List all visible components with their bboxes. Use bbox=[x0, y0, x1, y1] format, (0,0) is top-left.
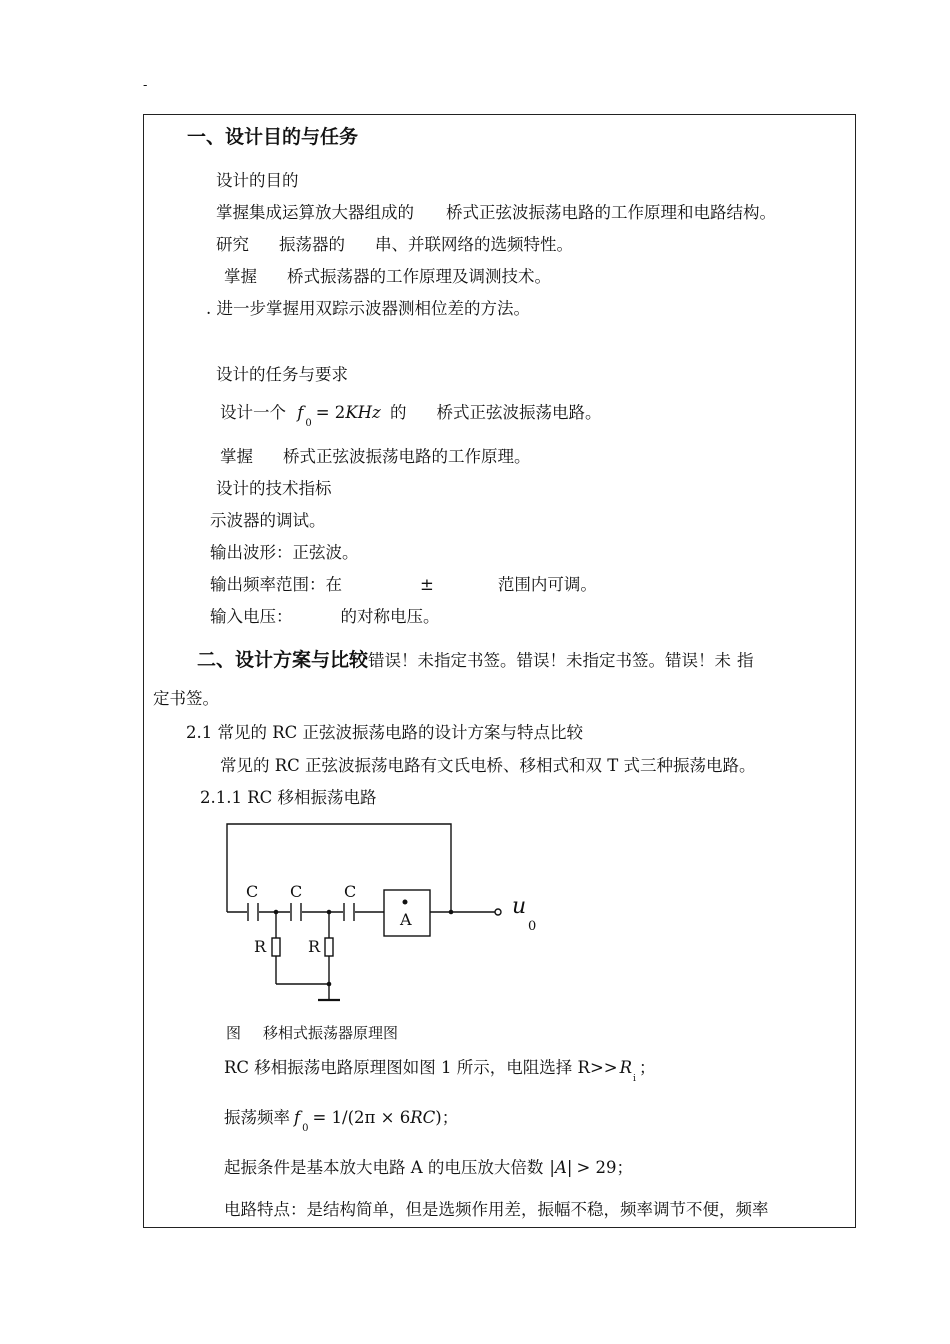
purpose-line-4: . 进一步掌握用双踪示波器测相位差的方法。 bbox=[206, 299, 530, 318]
body-line-3-a: 起振条件是基本放大电路 A 的电压放大倍数 bbox=[224, 1158, 544, 1177]
figure-caption-a: 图 bbox=[226, 1024, 242, 1042]
formula-ri: R bbox=[619, 1058, 633, 1077]
formula-gain: > 29； bbox=[576, 1158, 634, 1177]
purpose-heading: 设计的目的 bbox=[216, 171, 299, 190]
spec-line-3-b: ± bbox=[420, 575, 434, 594]
label-c2: C bbox=[290, 882, 303, 901]
amp-dot bbox=[403, 900, 408, 905]
purpose-line-3-a: 掌握 bbox=[224, 267, 257, 286]
formula-f0: f bbox=[294, 1108, 301, 1127]
subsection-2-1-desc: 常见的 RC 正弦波振荡电路有文氏电桥、移相式和双 T 式三种振荡电路。 bbox=[220, 756, 756, 775]
formula-unit: KHz bbox=[345, 403, 381, 422]
junction-2 bbox=[327, 910, 332, 915]
body-line-1-end: ； bbox=[638, 1058, 656, 1077]
label-r1: R bbox=[254, 937, 267, 956]
subsection-2-1: 2.1 常见的 RC 正弦波振荡电路的设计方案与特点比较 bbox=[186, 723, 584, 742]
figure-caption-b: 移相式振荡器原理图 bbox=[263, 1024, 399, 1042]
spec-line-3-c: 范围内可调。 bbox=[497, 575, 597, 594]
resistor-1 bbox=[272, 938, 280, 956]
figure-caption bbox=[226, 1022, 398, 1043]
header-dash: - bbox=[143, 78, 148, 93]
output-terminal bbox=[495, 909, 501, 915]
junction-1 bbox=[274, 910, 279, 915]
bookmark-error: 错误！未指定书签。错误！未指定书签。错误！未 bbox=[368, 651, 732, 670]
junction-4 bbox=[327, 982, 332, 987]
task-line-1-a: 设计一个 bbox=[220, 403, 286, 422]
task-heading: 设计的任务与要求 bbox=[216, 365, 348, 384]
section2-title: 二、设计方案与比较 bbox=[197, 649, 369, 671]
body-line-2-end: )； bbox=[435, 1108, 459, 1127]
task-line-1-c: 桥式正弦波振荡电路。 bbox=[436, 403, 602, 422]
body-line-4: 电路特点：是结构简单，但是选频作用差，振幅不稳，频率调节不便，频率 bbox=[224, 1200, 769, 1219]
spec-line-1: 示波器的调试。 bbox=[210, 511, 326, 530]
junction-3 bbox=[449, 910, 454, 915]
purpose-line-2-c: 串、并联网络的选频特性。 bbox=[375, 235, 573, 254]
task-line-2-a: 掌握 bbox=[220, 447, 253, 466]
body-line-2 bbox=[224, 1108, 459, 1134]
formula-f-sub: 0 bbox=[305, 418, 312, 429]
formula-rc: RC bbox=[410, 1108, 436, 1127]
bookmark-error-line-2: 定书签。 bbox=[153, 689, 219, 708]
label-output-sub: 0 bbox=[528, 919, 537, 934]
formula-f: f bbox=[297, 403, 304, 422]
purpose-line-1-a: 掌握集成运算放大器组成的 bbox=[216, 203, 414, 222]
formula-ri-sub: i bbox=[633, 1074, 636, 1084]
spec-line-3-a: 输出频率范围：在 bbox=[210, 575, 342, 594]
formula-eq: = 2 bbox=[315, 403, 346, 422]
spec-line-4-a: 输入电压： bbox=[210, 607, 293, 626]
subsection-2-1-1: 2.1.1 RC 移相振荡电路 bbox=[200, 788, 377, 807]
formula-abs-a: |A| bbox=[549, 1158, 573, 1177]
purpose-line-3-b: 桥式振荡器的工作原理及调测技术。 bbox=[287, 267, 551, 286]
bookmark-error-tail: 指 bbox=[737, 651, 754, 670]
label-r2: R bbox=[308, 937, 321, 956]
purpose-line-1-b: 桥式正弦波振荡电路的工作原理和电路结构。 bbox=[446, 203, 776, 222]
formula-f0-sub: 0 bbox=[302, 1123, 309, 1134]
body-line-1-a: RC 移相振荡电路原理图如图 1 所示，电阻选择 R>> bbox=[224, 1058, 618, 1077]
purpose-line-2-b: 振荡器的 bbox=[279, 235, 345, 254]
label-c3: C bbox=[344, 882, 357, 901]
label-output: u bbox=[512, 894, 527, 919]
resistor-2 bbox=[325, 938, 333, 956]
spec-line-2: 输出波形：正弦波。 bbox=[210, 543, 359, 562]
spec-line-4-b: 的对称电压。 bbox=[340, 607, 440, 626]
body-line-2-a: 振荡频率 bbox=[224, 1108, 290, 1127]
task-line-2-b: 桥式正弦波振荡电路的工作原理。 bbox=[283, 447, 531, 466]
task-line-1-b: 的 bbox=[389, 403, 407, 422]
spec-heading: 设计的技术指标 bbox=[216, 479, 332, 498]
label-c1: C bbox=[246, 882, 259, 901]
section1-title: 一、设计目的与任务 bbox=[187, 126, 359, 148]
feedback-wire bbox=[227, 824, 451, 912]
body-line-1 bbox=[224, 1058, 656, 1084]
formula-f0-eq: = 1/(2π × 6 bbox=[312, 1108, 411, 1127]
purpose-line-2-a: 研究 bbox=[216, 235, 249, 254]
label-amp: A bbox=[400, 910, 412, 929]
body-line-3 bbox=[224, 1158, 633, 1178]
